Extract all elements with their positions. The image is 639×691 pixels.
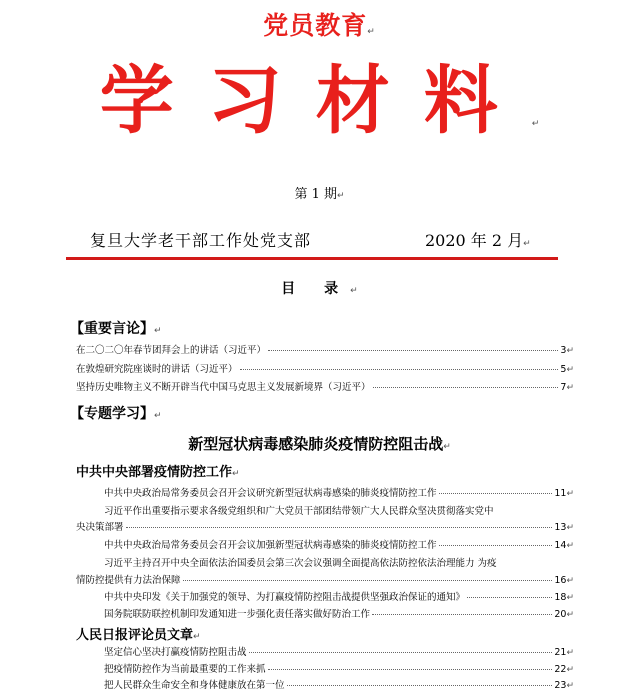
toc-entry-page: 18 xyxy=(554,592,567,603)
special-study-theme: 新型冠状病毒感染肺炎疫情防控阻击战↵ xyxy=(188,435,451,453)
dot-leader xyxy=(287,685,553,686)
dot-leader xyxy=(183,580,553,581)
toc-entry[interactable]: 国务院联防联控机制印发通知进一步强化责任落实做好防治工作 20 ↵ xyxy=(104,606,574,620)
toc-entry-page: 16 xyxy=(554,575,567,586)
toc-entry-title: 把人民群众生命安全和身体健康放在第一位 xyxy=(104,680,285,691)
toc-entry-title: 中共中央政治局常务委员会召开会议研究新型冠状病毒感染的肺炎疫情防控工作 xyxy=(104,488,437,499)
toc-entry[interactable]: 中共中央印发《关于加强党的领导、为打赢疫情防控阻击战提供坚强政治保证的通知》 18 ↵ xyxy=(104,589,574,603)
dot-leader xyxy=(372,614,552,615)
toc-entry[interactable]: 中共中央政治局常务委员会召开会议加强新型冠状病毒感染的肺炎疫情防控工作 14 ↵ xyxy=(104,537,574,551)
dot-leader xyxy=(439,545,553,546)
toc-entry[interactable]: 在二〇二〇年春节团拜会上的讲话（习近平） 3 ↵ xyxy=(76,342,574,356)
toc-entry-title: 把疫情防控作为当前最重要的工作来抓 xyxy=(104,664,266,675)
organization-name: 复旦大学老干部工作处党支部 xyxy=(90,231,312,250)
toc-entry[interactable]: 在敦煌研究院座谈时的讲话（习近平） 5 ↵ xyxy=(76,361,574,375)
toc-entry[interactable]: 央决策部署 13 ↵ xyxy=(76,519,574,533)
toc-entry-page: 7 xyxy=(560,382,567,393)
toc-entry[interactable]: 坚定信心坚决打赢疫情防控阻击战 21 ↵ xyxy=(104,644,574,658)
dot-leader xyxy=(439,493,553,494)
dot-leader xyxy=(467,597,552,598)
subsection-heading-central-deployment: 中共中央部署疫情防控工作↵ xyxy=(76,465,240,480)
toc-entry-title-continued: 央决策部署 xyxy=(76,522,124,533)
toc-entry-title: 坚定信心坚决打赢疫情防控阻击战 xyxy=(104,647,247,658)
toc-title: 目 录↵ xyxy=(281,281,358,297)
toc-entry-title-continued: 情防控提供有力法治保障 xyxy=(76,575,181,586)
dot-leader xyxy=(240,369,559,370)
toc-entry-page: 11 xyxy=(554,488,567,499)
toc-entry-title: 在二〇二〇年春节团拜会上的讲话（习近平） xyxy=(76,345,267,356)
toc-entry[interactable]: 把人民群众生命安全和身体健康放在第一位 23 ↵ xyxy=(104,677,574,691)
toc-entry-page: 14 xyxy=(554,540,567,551)
toc-entry-title: 中共中央印发《关于加强党的领导、为打赢疫情防控阻击战提供坚强政治保证的通知》 xyxy=(104,592,466,603)
dot-leader xyxy=(126,527,553,528)
dot-leader xyxy=(268,669,553,670)
toc-entry-page: 3 xyxy=(560,345,567,356)
toc-entry-title: 国务院联防联控机制印发通知进一步强化责任落实做好防治工作 xyxy=(104,609,371,620)
toc-entry[interactable]: 坚持历史唯物主义不断开辟当代中国马克思主义发展新境界（习近平） 7 ↵ xyxy=(76,379,574,393)
toc-entry-page: 13 xyxy=(554,522,567,533)
toc-entry-title[interactable]: 习近平主持召开中央全面依法治国委员会第三次会议强调全面提高依法防控依法治理能力 为疫 xyxy=(104,558,497,569)
toc-entry-title[interactable]: 习近平作出重要指示要求各级党组织和广大党员干部团结带领广大人民群众坚决贯彻落实党中 xyxy=(104,506,494,517)
toc-entry[interactable]: 中共中央政治局常务委员会召开会议研究新型冠状病毒感染的肺炎疫情防控工作 11 ↵ xyxy=(104,485,574,499)
toc-entry-title: 在敦煌研究院座谈时的讲话（习近平） xyxy=(76,364,238,375)
toc-entry-page: 22 xyxy=(554,664,567,675)
header-top-title: 党员教育↵ xyxy=(263,11,376,40)
toc-entry[interactable]: 把疫情防控作为当前最重要的工作来抓 22 ↵ xyxy=(104,661,574,675)
header-main-title: 学习材料↵ xyxy=(99,58,540,144)
toc-entry-page: 21 xyxy=(554,647,567,658)
subsection-heading-peoples-daily: 人民日报评论员文章↵ xyxy=(76,628,201,643)
dot-leader xyxy=(249,652,553,653)
publication-date: 2020 年 2 月↵ xyxy=(425,231,531,250)
issue-number: 第 1 期↵ xyxy=(294,187,345,202)
toc-entry-page: 23 xyxy=(554,680,567,691)
toc-entry-page: 20 xyxy=(554,609,567,620)
toc-entry[interactable]: 情防控提供有力法治保障 16 ↵ xyxy=(76,572,574,586)
section-heading-important-speeches: 【重要言论】↵ xyxy=(70,321,162,337)
toc-entry-title: 中共中央政治局常务委员会召开会议加强新型冠状病毒感染的肺炎疫情防控工作 xyxy=(104,540,437,551)
dot-leader xyxy=(373,387,559,388)
dot-leader xyxy=(268,350,558,351)
toc-entry-page: 5 xyxy=(560,364,567,375)
section-heading-special-study: 【专题学习】↵ xyxy=(70,406,162,422)
toc-entry-title: 坚持历史唯物主义不断开辟当代中国马克思主义发展新境界（习近平） xyxy=(76,382,371,393)
header-divider xyxy=(66,257,558,260)
